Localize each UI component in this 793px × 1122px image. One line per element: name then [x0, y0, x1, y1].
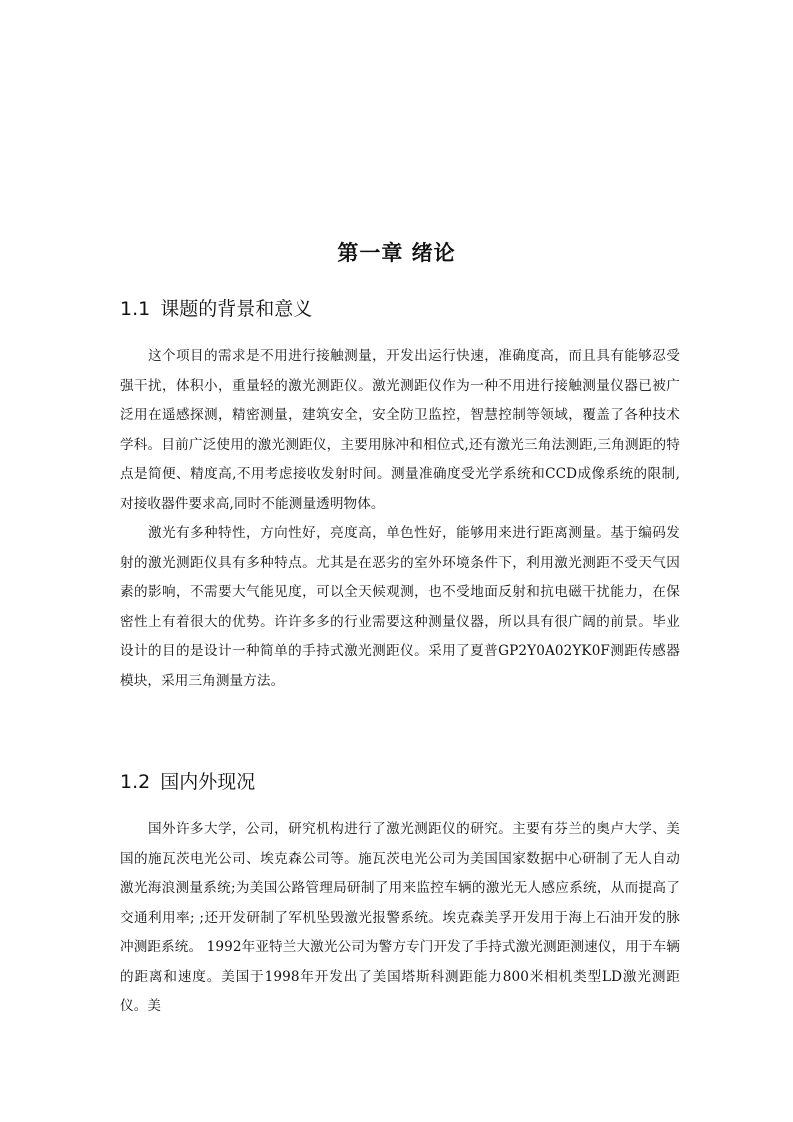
section-heading-1-1 [120, 295, 680, 323]
paragraph: 国外许多大学，公司，研究机构进行了激光测距仪的研究。主要有芬兰的奥卢大学、美国的施瓦茨电光公司、埃克森公司等。施瓦茨电光公司为美国国家数据中心研制了无人自动激光海浪测量系统;为美国公路管理局研制了用来监控车辆的激光无人感应系统，从而提高了交通利用率; ;还开发研制了军机坠毁激光报警系统。埃克森美孚开发用于海上石油开发的脉冲测距系统。 1992年亚特兰大激光公司为警方专门开发了手持式激光测距测速仪，用于车辆的距离和速度。美国于1998年开发出了美国塔斯科测距能力800米相机类型LD激光测距仪。美 [120, 821, 680, 1014]
section-number: 1.2 [120, 771, 151, 793]
chapter-title: 第一章 绪论 [337, 241, 456, 265]
paragraph: 这个项目的需求是不用进行接触测量，开发出运行快速，准确度高，而且具有能够忍受强干扰，体积小，重量轻的激光测距仪。激光测距仪作为一种不用进行接触测量仪器已被广泛用在遥感探测，精密测量，建筑安全，安全防卫监控，智慧控制等领域，覆盖了各种技术学科。目前广泛使用的激光测距仪，主要用脉冲和相位式,还有激光三角法测距,三角测距的特点是简便、精度高,不用考虑接收发射时间。测量准确度受光学系统和CCD成像系统的限制,对接收器件要求高,同时不能测量透明物体。 [120, 348, 680, 512]
section-1-2-body [120, 815, 680, 1022]
section-heading-1-2 [120, 768, 680, 796]
section-title: 课题的背景和意义 [160, 298, 313, 320]
paragraph: 激光有多种特性，方向性好，亮度高，单色性好，能够用来进行距离测量。基于编码发射的激光测距仪具有多种特点。尤其是在恶劣的室外环境条件下，利用激光测距不受天气因素的影响，不需要大气能见度，可以全天候观测，也不受地面反射和抗电磁干扰能力，在保密性上有着很大的优势。许许多多的行业需要这种测量仪器，所以具有很广阔的前景。毕业设计的目的是设计一种简单的手持式激光测距仪。采用了夏普GP2Y0A02YK0F测距传感器模块，采用三角测量方法。 [120, 525, 680, 689]
section-number: 1.1 [120, 298, 151, 320]
section-title: 国内外现况 [160, 771, 256, 793]
section-1-1-body [120, 342, 680, 696]
